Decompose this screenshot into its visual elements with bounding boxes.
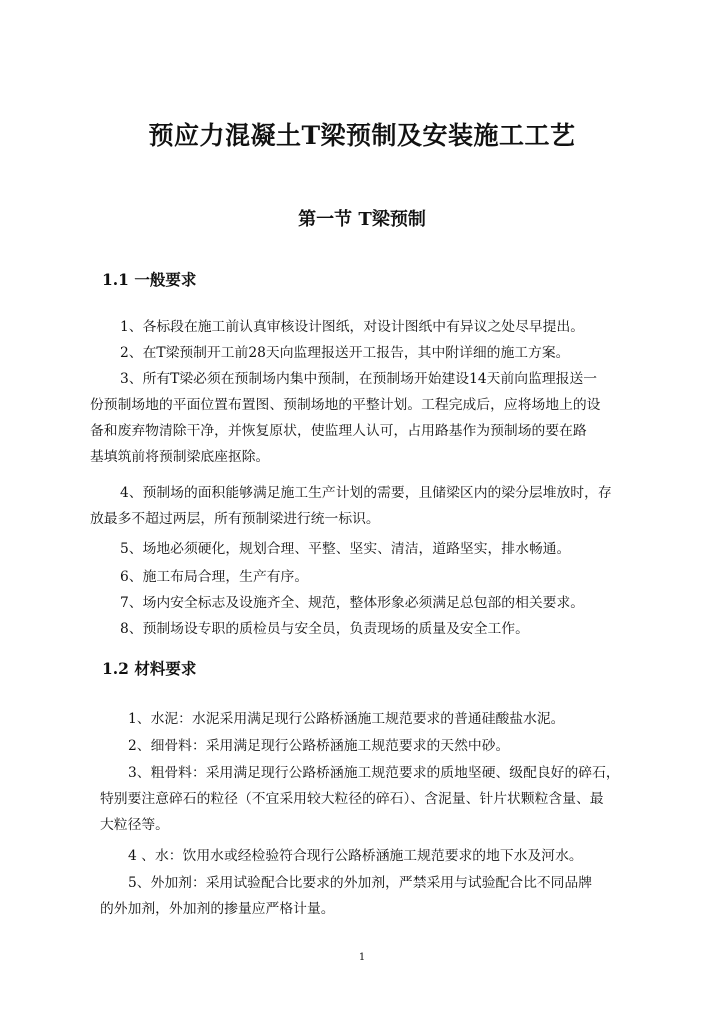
paragraph bbox=[120, 536, 660, 562]
paragraph-line: 1、水泥：水泥采用满足现行公路桥涵施工规范要求的普通硅酸盐水泥。 bbox=[128, 711, 565, 727]
paragraph bbox=[100, 760, 660, 838]
paragraph-line: 备和废弃物清除干净，并恢复原状，使监理人认可，占用路基作为预制场的要在路 bbox=[90, 423, 587, 439]
section-title: 第一节 T梁预制 bbox=[298, 209, 426, 230]
paragraph-line: 的外加剂，外加剂的掺量应严格计量。 bbox=[100, 901, 335, 917]
document-title: 预应力混凝土T梁预制及安装施工工艺 bbox=[148, 121, 576, 150]
paragraph-line: 份预制场地的平面位置布置图、预制场地的平整计划。工程完成后，应将场地上的设 bbox=[90, 397, 601, 413]
page-number: 1 bbox=[358, 952, 366, 963]
paragraph-line: 1、各标段在施工前认真审核设计图纸，对设计图纸中有异议之处尽早提出。 bbox=[120, 319, 585, 335]
paragraph bbox=[128, 706, 658, 732]
paragraph bbox=[120, 340, 660, 366]
paragraph bbox=[120, 314, 660, 340]
subsection-heading: 1.2 材料要求 bbox=[102, 659, 197, 678]
paragraph-line: 4 、水：饮用水或经检验符合现行公路桥涵施工规范要求的地下水及河水。 bbox=[128, 848, 583, 864]
paragraph-line: 放最多不超过两层，所有预制梁进行统一标识。 bbox=[90, 511, 380, 527]
paragraph bbox=[128, 843, 658, 869]
paragraph-line: 5、外加剂：采用试验配合比要求的外加剂，严禁采用与试验配合比不同品牌 bbox=[128, 875, 593, 891]
paragraph bbox=[90, 366, 650, 470]
paragraph bbox=[120, 616, 660, 642]
paragraph-line: 大粒径等。 bbox=[100, 817, 169, 833]
paragraph bbox=[120, 564, 660, 590]
paragraph-line: 2、细骨料：采用满足现行公路桥涵施工规范要求的天然中砂。 bbox=[128, 738, 510, 754]
paragraph-line: 5、场地必须硬化，规划合理、平整、坚实、清洁，道路坚实，排水畅通。 bbox=[120, 541, 571, 557]
paragraph-line: 4、预制场的面积能够满足施工生产计划的需要，且储梁区内的梁分层堆放时，存 bbox=[120, 485, 612, 501]
paragraph bbox=[128, 733, 658, 759]
paragraph-line: 6、施工布局合理，生产有序。 bbox=[120, 569, 309, 585]
paragraph-line: 基填筑前将预制梁底座抠除。 bbox=[90, 449, 270, 465]
paragraph bbox=[120, 590, 660, 616]
paragraph bbox=[90, 480, 650, 532]
paragraph bbox=[100, 870, 660, 922]
paragraph-line: 8、预制场设专职的质检员与安全员，负责现场的质量及安全工作。 bbox=[120, 621, 529, 637]
paragraph-line: 7、场内安全标志及设施齐全、规范，整体形象必须满足总包部的相关要求。 bbox=[120, 595, 585, 611]
paragraph-line: 特别要注意碎石的粒径（不宜采用较大粒径的碎石）、含泥量、针片状颗粒含量、最 bbox=[100, 791, 604, 807]
subsection-heading: 1.1 一般要求 bbox=[102, 270, 197, 289]
paragraph-line: 2、在T梁预制开工前28天向监理报送开工报告，其中附详细的施工方案。 bbox=[120, 345, 570, 361]
paragraph-line: 3、所有T梁必须在预制场内集中预制，在预制场开始建设14天前向监理报送一 bbox=[120, 371, 598, 387]
paragraph-line: 3、粗骨料：采用满足现行公路桥涵施工规范要求的质地坚硬、级配良好的碎石， bbox=[128, 765, 620, 781]
